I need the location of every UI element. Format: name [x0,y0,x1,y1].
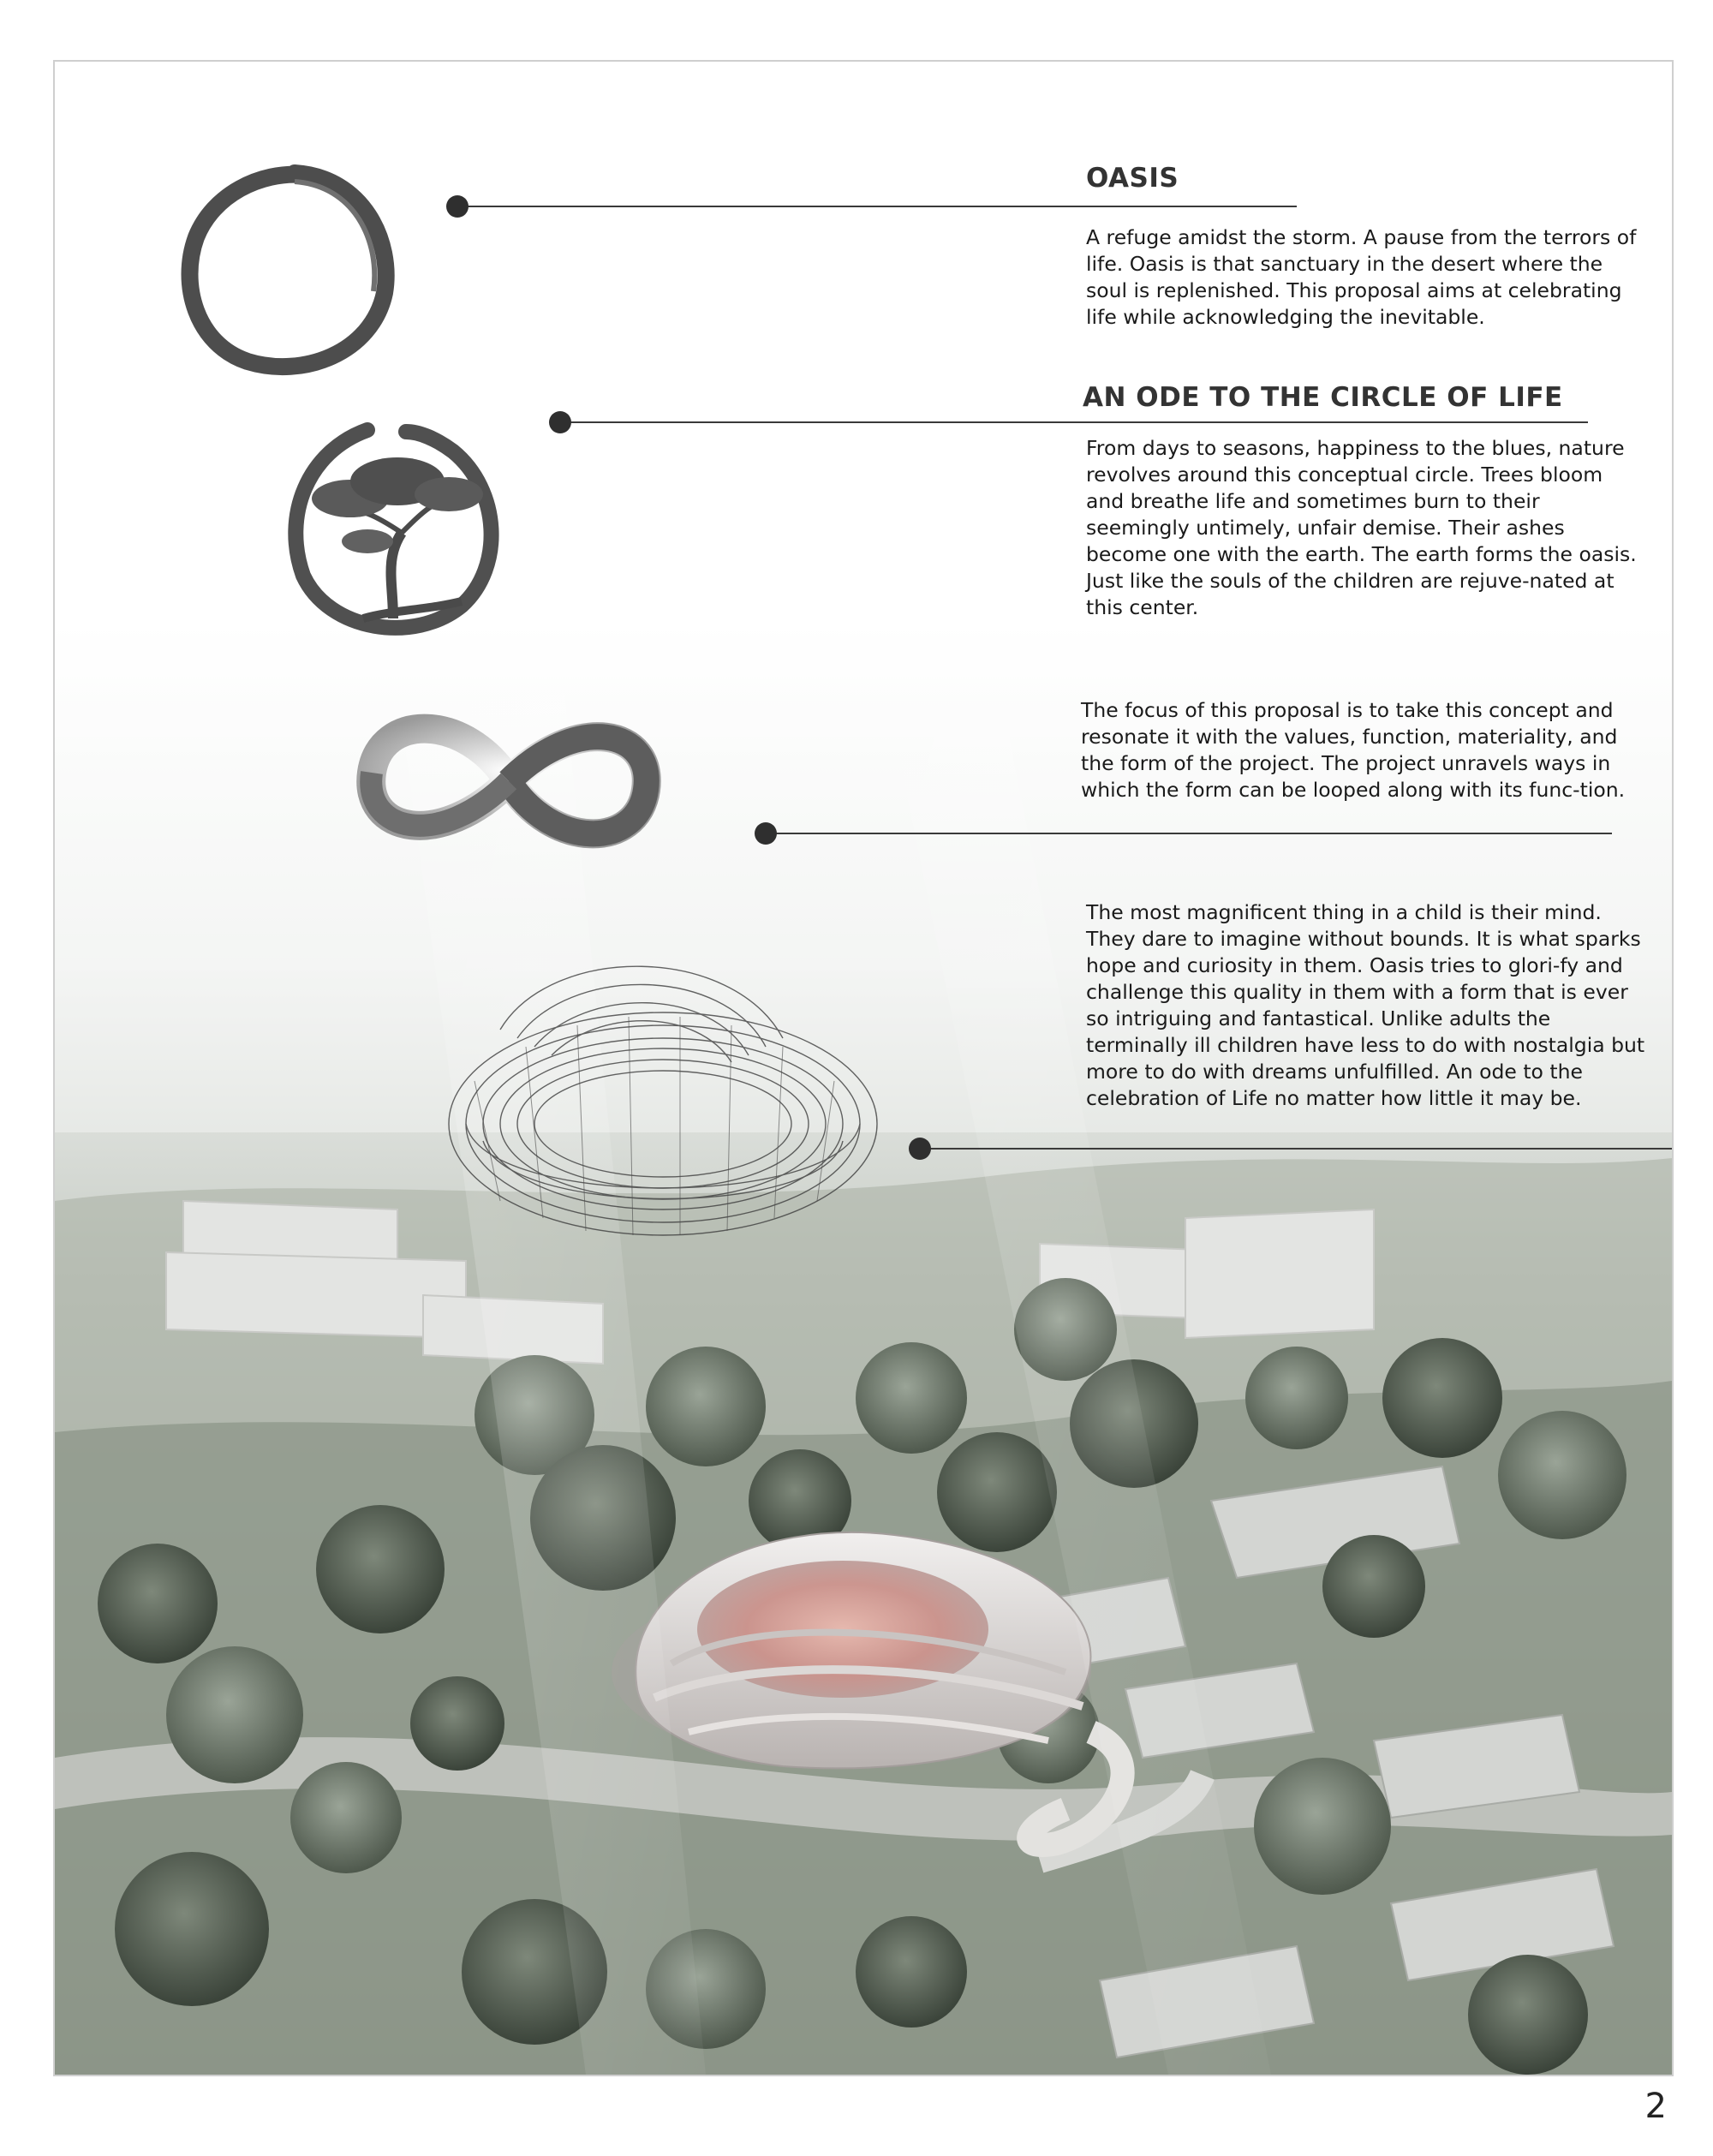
page-number: 2 [1644,2087,1667,2126]
section-body-oasis: A refuge amidst the storm. A pause from the terrors of life. Oasis is that sanctuary in the desert where the soul is replenished. This proposal aims at celebrating life while acknowledging the inevitable. [1086,225,1637,329]
wireframe-loop-icon [423,927,903,1269]
section-body-child-mind: The most magnificent thing in a child is their mind. They dare to imagine without bounds. It is what sparks hope and curiosity in them. Oasis tries to glori-fy and challenge this quality in them with a form that is ever so intriguing and fantastical. Unlike adults the terminally ill children have less to do with nostalgia but more to do with dreams unfulfilled. An ode to the celebration of Life no matter how little it may be. [1086,900,1645,1110]
enso-circle-icon [166,156,406,387]
leader-line-4 [920,1148,1672,1150]
section-heading-circle-of-life: AN ODE TO THE CIRCLE OF LIFE [1083,382,1563,413]
section-heading-oasis: OASIS [1086,163,1179,194]
leader-line-2 [560,421,1588,423]
section-body-circle-of-life: From days to seasons, happiness to the blues, nature revolves around this conceptual circle. Trees bloom and breathe life and sometimes burn to their seemingly untimely, unfair demise. Their ashes become one with the earth. The earth forms the oasis. Just like the souls of the children are rejuve-nated at this center. [1086,436,1637,619]
leader-dot-3 [755,822,777,845]
leader-line-3 [766,833,1612,834]
poster-frame [53,60,1674,2076]
leader-dot-2 [549,411,571,433]
leader-dot-1 [446,195,469,218]
infinity-loop-icon [337,678,680,884]
section-body-focus: The focus of this proposal is to take this concept and resonate it with the values, function, materiality, and the form of the project. The project unravels ways in which the form can be looped along with its func-tion. [1081,698,1626,802]
leader-dot-4 [909,1138,931,1160]
tree-of-life-circle-icon [265,413,513,653]
leader-line-1 [457,206,1297,207]
